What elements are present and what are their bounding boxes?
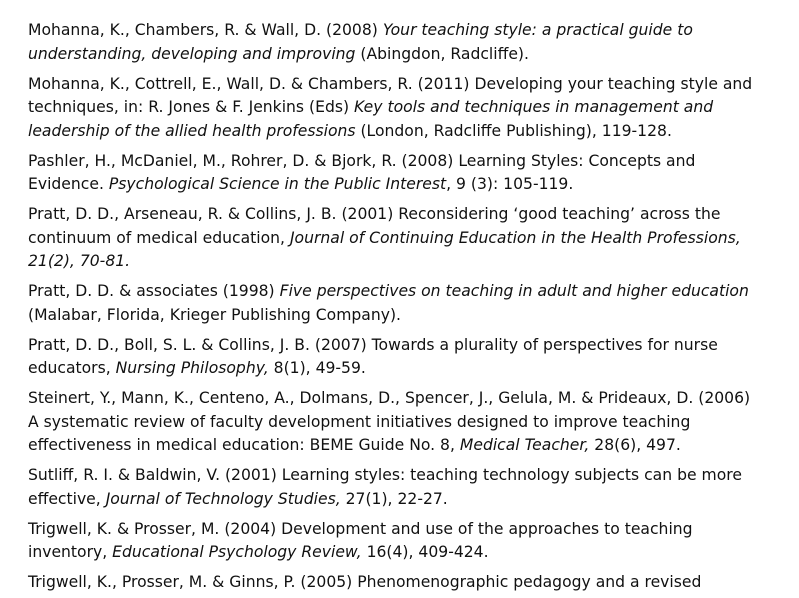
text-segment: Pratt, D. D., Boll, S. L. & Collins, J. B. (2007) Towards a plurality of perspectives for nurse — [28, 335, 718, 354]
text-segment: (London, Radcliffe Publishing), 119-128. — [355, 121, 672, 140]
text-segment: , 9 (3): 105-119. — [446, 175, 574, 193]
text-segment: Trigwell, K. & Prosser, M. (2004) Development and use of the approaches to teaching — [28, 519, 693, 538]
text-segment: A systematic review of faculty development initiatives designed to improve teaching — [28, 412, 691, 431]
italic-title-segment: Psychological Science in the Public Interest — [108, 175, 447, 193]
reference-entry — [28, 464, 798, 511]
italic-title-segment: Five perspectives on teaching in adult and higher education — [279, 282, 749, 300]
reference-line — [28, 518, 798, 542]
reference-line — [28, 541, 798, 565]
italic-title-segment: leadership of the allied health professions — [28, 121, 356, 140]
text-segment: Pratt, D. D. & associates (1998) — [28, 282, 280, 300]
text-segment: continuum of medical education, — [28, 228, 290, 247]
italic-title-segment: understanding, developing and improving — [28, 44, 356, 63]
text-segment: techniques, in: R. Jones & F. Jenkins (Eds) — [28, 98, 355, 116]
reference-entry — [28, 571, 798, 595]
italic-title-segment: Nursing Philosophy, — [115, 359, 269, 377]
italic-title-segment: Medical Teacher, — [459, 436, 590, 454]
reference-line — [28, 464, 798, 488]
text-segment: (Malabar, Florida, Krieger Publishing Company). — [28, 305, 402, 324]
text-segment: Evidence. — [28, 175, 109, 193]
text-segment: effective, — [28, 489, 106, 508]
reference-line — [28, 334, 798, 358]
reference-entry — [28, 73, 798, 144]
reference-line — [28, 357, 798, 381]
reference-line — [28, 411, 798, 435]
reference-entry — [28, 334, 798, 381]
reference-entry — [28, 19, 798, 66]
reference-line — [28, 227, 798, 251]
reference-line — [28, 43, 798, 67]
text-segment: Steinert, Y., Mann, K., Centeno, A., Dolmans, D., Spencer, J., Gelula, M. & Prideaux, D. (2006) — [28, 389, 751, 407]
reference-line — [28, 387, 798, 411]
text-segment: educators, — [28, 359, 116, 377]
text-segment: 28(6), 497. — [589, 436, 681, 454]
italic-title-segment: Journal of Continuing Education in the Health Professions, — [289, 228, 741, 247]
reference-entry — [28, 280, 798, 327]
text-segment: Pashler, H., McDaniel, M., Rohrer, D. & Bjork, R. (2008) Learning Styles: Concepts and — [28, 151, 696, 170]
italic-title-segment: 21(2), 70-81. — [28, 252, 131, 270]
italic-title-segment: Your teaching style: a practical guide to — [382, 21, 693, 39]
reference-line — [28, 250, 798, 274]
reference-line — [28, 96, 798, 120]
reference-entry — [28, 518, 798, 565]
reference-line — [28, 203, 798, 227]
reference-entry — [28, 150, 798, 197]
text-segment: 8(1), 49-59. — [268, 359, 366, 377]
reference-entry — [28, 203, 798, 274]
reference-line — [28, 73, 798, 97]
reference-line — [28, 150, 798, 174]
reference-entry — [28, 387, 798, 458]
text-segment: 16(4), 409-424. — [361, 543, 489, 561]
reference-line — [28, 571, 798, 595]
reference-list — [28, 19, 798, 598]
text-segment: inventory, — [28, 543, 113, 561]
italic-title-segment: Journal of Technology Studies, — [105, 489, 341, 508]
text-segment: Sutliff, R. I. & Baldwin, V. (2001) Learning styles: teaching technology subjects can be more — [28, 466, 742, 484]
reference-line — [28, 304, 798, 328]
reference-line — [28, 173, 798, 197]
reference-line — [28, 434, 798, 458]
text-segment: Mohanna, K., Cottrell, E., Wall, D. & Chambers, R. (2011) Developing your teaching style and — [28, 74, 753, 93]
reference-line — [28, 280, 798, 304]
text-segment: Trigwell, K., Prosser, M. & Ginns, P. (2005) Phenomenographic pedagogy and a revised — [28, 573, 702, 591]
reference-line — [28, 120, 798, 144]
text-segment: Pratt, D. D., Arseneau, R. & Collins, J. B. (2001) Reconsidering ‘good teaching’ across the — [28, 205, 721, 223]
italic-title-segment: Key tools and techniques in management and — [354, 98, 714, 116]
reference-line — [28, 488, 798, 512]
text-segment: effectiveness in medical education: BEME Guide No. 8, — [28, 436, 460, 454]
italic-title-segment: Educational Psychology Review, — [112, 543, 362, 561]
text-segment: 27(1), 22-27. — [340, 489, 448, 508]
text-segment: (Abingdon, Radcliffe). — [355, 44, 529, 63]
text-segment: Mohanna, K., Chambers, R. & Wall, D. (2008) — [28, 21, 383, 39]
reference-line — [28, 19, 798, 43]
